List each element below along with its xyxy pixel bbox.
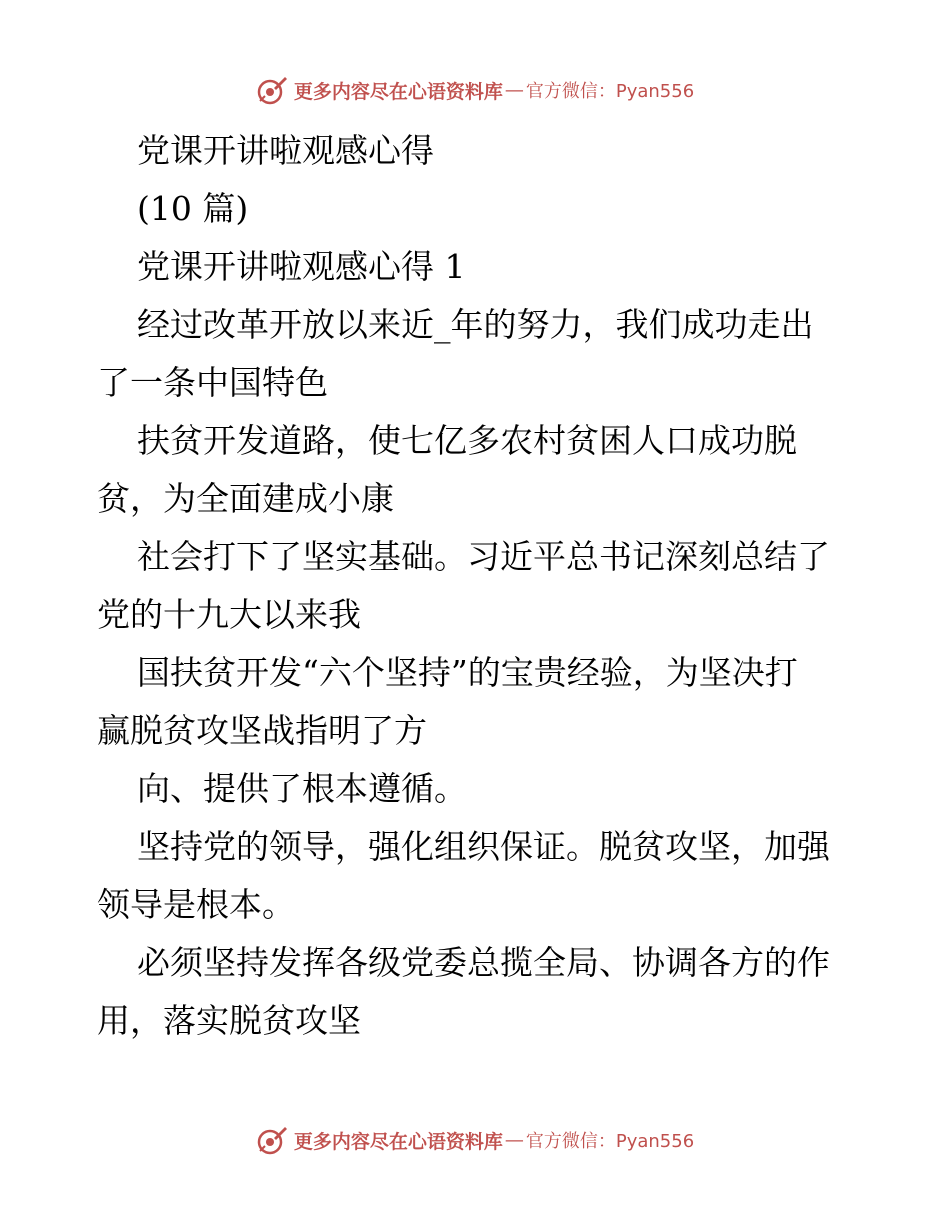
pen-logo-icon — [256, 1124, 288, 1156]
header-watermark — [0, 70, 950, 110]
watermark-wechat-text: 官方微信：Pyan556 — [525, 1131, 695, 1152]
watermark-dash: — — [504, 79, 524, 101]
paragraph-line: 经过改革开放以来近_年的努力，我们成功走出 — [137, 305, 814, 344]
watermark-site-text: 更多内容尽在心语资料库 — [293, 80, 503, 103]
paragraph-line: 赢脱贫攻坚战指明了方 — [97, 711, 427, 750]
paragraph-line: 社会打下了坚实基础。习近平总书记深刻总结了 — [137, 537, 830, 576]
section-heading: 党课开讲啦观感心得 1 — [137, 247, 466, 286]
paragraph-line: 领导是根本。 — [97, 885, 295, 924]
watermark-site-text: 更多内容尽在心语资料库 — [293, 1130, 503, 1153]
paragraph-line: 贫，为全面建成小康 — [97, 479, 394, 518]
document-body — [97, 122, 867, 1050]
document-subtitle: (10 篇) — [137, 189, 249, 228]
document-title: 党课开讲啦观感心得 — [137, 131, 434, 170]
paragraph-line: 坚持党的领导，强化组织保证。脱贫攻坚，加强 — [137, 827, 830, 866]
paragraph-line: 党的十九大以来我 — [97, 595, 361, 634]
paragraph-line: 了一条中国特色 — [97, 363, 328, 402]
footer-watermark — [0, 1120, 950, 1160]
paragraph-line: 向、提供了根本遵循。 — [137, 769, 467, 808]
paragraph-line: 用，落实脱贫攻坚 — [97, 1001, 361, 1040]
paragraph-line: 必须坚持发挥各级党委总揽全局、协调各方的作 — [137, 943, 830, 982]
watermark-wechat-text: 官方微信：Pyan556 — [525, 81, 695, 102]
paragraph-line: 扶贫开发道路，使七亿多农村贫困人口成功脱 — [137, 421, 797, 460]
paragraph-line: 国扶贫开发“六个坚持”的宝贵经验，为坚决打 — [137, 653, 798, 692]
pen-logo-icon — [256, 74, 288, 106]
watermark-dash: — — [504, 1129, 524, 1151]
